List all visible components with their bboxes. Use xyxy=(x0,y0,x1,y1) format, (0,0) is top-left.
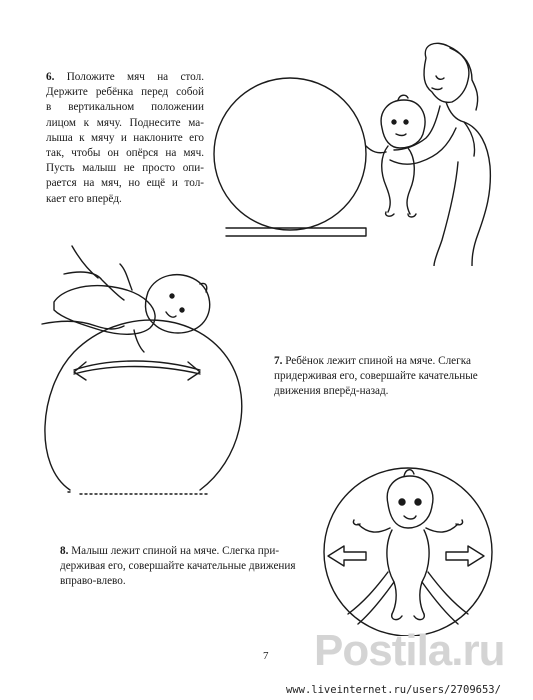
baby-lying-on-ball-back-forth-illustration xyxy=(40,240,250,505)
arrow-left-icon xyxy=(328,546,366,566)
ball xyxy=(45,320,242,490)
step-6-line-3: в вертикальном положении xyxy=(46,101,204,114)
baby-body xyxy=(382,146,415,214)
baby-body xyxy=(387,530,429,614)
instruction-step-7 xyxy=(274,354,514,400)
step-8-line-2: держивая его, совершайте качательные движения xyxy=(60,560,296,573)
arrow-right-icon xyxy=(446,546,484,566)
step-8-number: 8. xyxy=(60,545,69,557)
step-8-line-1: Малыш лежит спиной на мяче. Слегка при- xyxy=(71,545,280,557)
step-6-line-8: рается на мяч, но ещё и тол- xyxy=(46,177,204,190)
step-8-line-3: вправо-влево. xyxy=(60,575,126,588)
step-6-number: 6. xyxy=(46,71,55,83)
step-6-line-9: кает его вперёд. xyxy=(46,192,122,205)
postila-logo: Postila.ru xyxy=(314,626,505,675)
step-7-line-2: придерживая его, совершайте качательные xyxy=(274,370,478,383)
step-7-line-3: движения вперёд-назад. xyxy=(274,385,389,398)
step-6-line-1: Положите мяч на стол. xyxy=(66,71,204,83)
baby-head xyxy=(387,476,433,528)
instruction-step-8 xyxy=(60,544,316,590)
double-arrow-back-forth-icon xyxy=(74,361,200,380)
adult-hand-left xyxy=(348,572,388,614)
adult-hand-right xyxy=(428,572,468,614)
baby-body xyxy=(54,286,155,335)
source-url: www.liveinternet.ru/users/2709653/ xyxy=(286,684,501,696)
mother-holding-baby-at-ball-illustration xyxy=(210,36,510,266)
page-number: 7 xyxy=(263,650,269,662)
baby-on-ball-left-right-illustration xyxy=(318,464,498,636)
ball xyxy=(214,78,366,230)
step-6-line-6: так, чтобы он опёрся на мяч. xyxy=(46,147,204,160)
step-6-line-5: лыша к мячу и наклоните его xyxy=(46,131,204,144)
step-7-number: 7. xyxy=(274,355,283,367)
step-6-line-7: Пусть малыш не просто опи- xyxy=(46,162,204,175)
mother-head xyxy=(424,43,469,102)
baby-head xyxy=(381,100,425,148)
mother-body xyxy=(446,102,490,266)
step-6-line-4: лицом к мячу. Поднесите ма- xyxy=(46,116,204,129)
step-6-line-2: Держите ребёнка перед собой xyxy=(46,86,204,99)
instruction-step-6 xyxy=(46,70,204,207)
step-7-line-1: Ребёнок лежит спиной на мяче. Слегка xyxy=(285,355,471,367)
